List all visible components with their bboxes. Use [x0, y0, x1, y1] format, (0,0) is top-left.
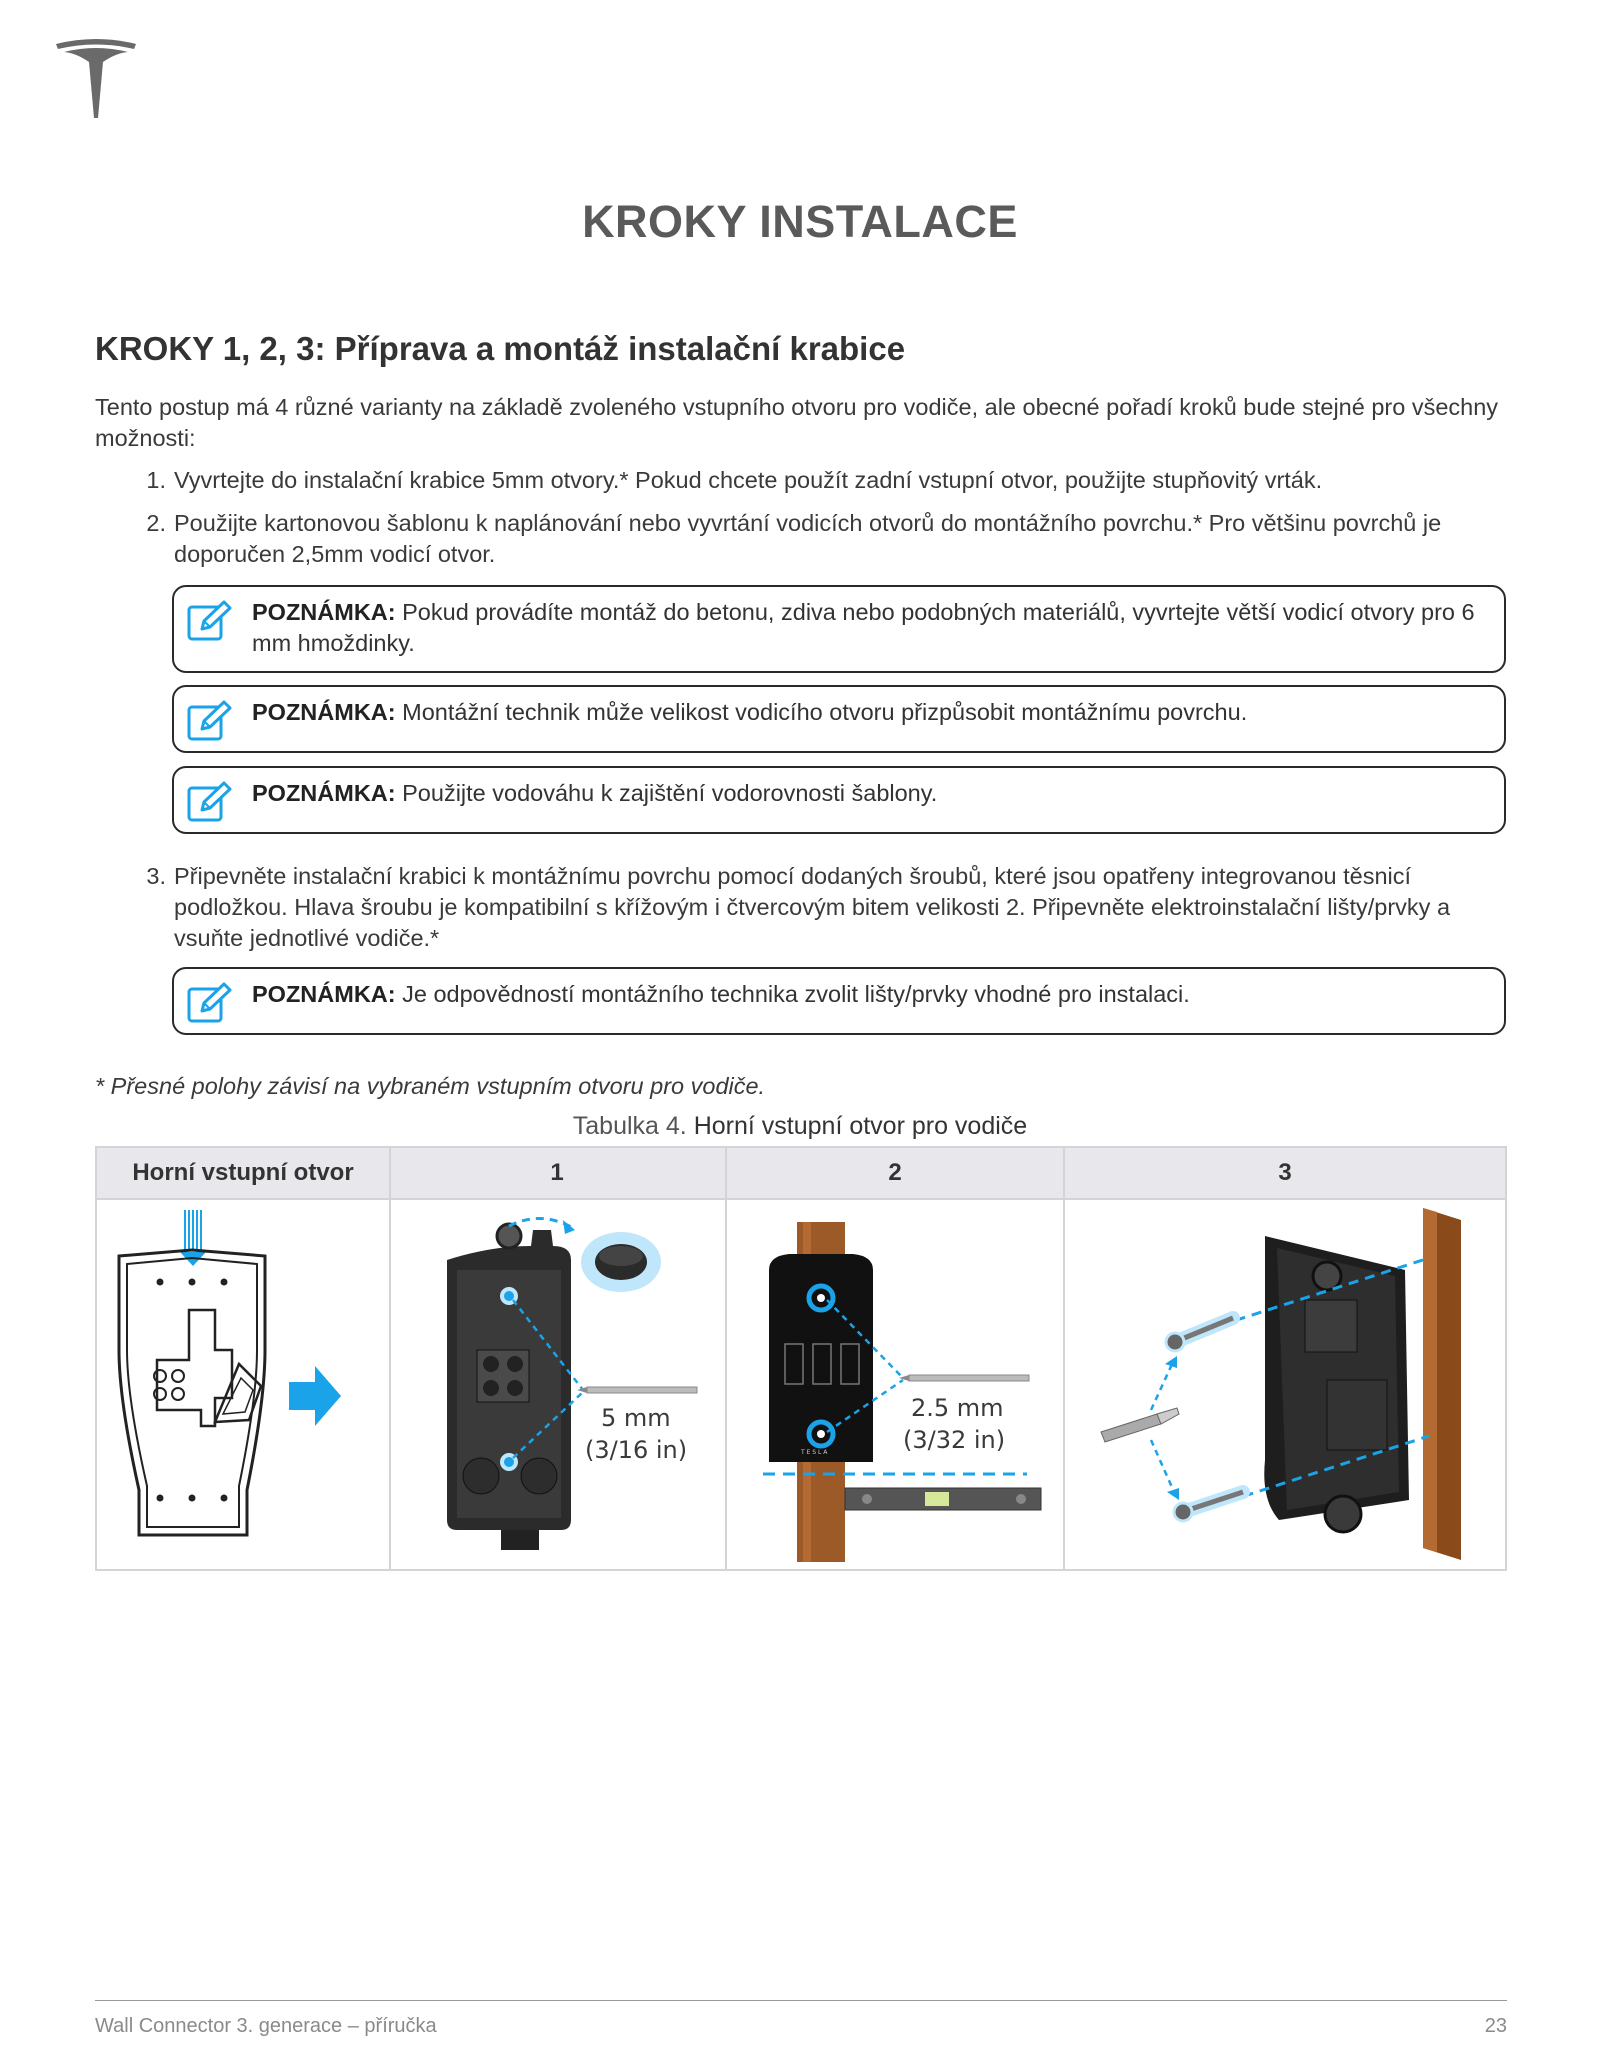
template-level-diagram	[727, 1200, 1063, 1569]
screwdriver-bit-icon	[1101, 1408, 1179, 1442]
table-header-cell: 2	[888, 1159, 902, 1186]
table-header-row	[97, 1148, 1505, 1200]
section-heading: KROKY 1, 2, 3: Příprava a montáž instalační krabice	[95, 330, 906, 367]
note-label: POZNÁMKA:	[252, 599, 396, 625]
wire-entry-lines-icon	[185, 1210, 201, 1250]
tesla-logo	[54, 36, 138, 120]
note-pencil-icon	[186, 981, 234, 1025]
note-label: POZNÁMKA:	[252, 981, 396, 1007]
spirit-level-icon	[845, 1488, 1041, 1510]
table-caption	[0, 1112, 1600, 1141]
dimension-label: (3/32 in)	[903, 1426, 1006, 1454]
note-text	[252, 597, 1492, 659]
drill-bit-icon	[577, 1387, 697, 1393]
footer-document-title: Wall Connector 3. generace – příručka	[95, 2015, 437, 2037]
footnote: * Přesné polohy závisí na vybraném vstupním otvoru pro vodiče.	[95, 1073, 766, 1099]
table-header-cell: 1	[550, 1159, 564, 1186]
enclosure-outline	[119, 1250, 265, 1535]
dimension-label: 5 mm	[601, 1404, 671, 1432]
note-label: POZNÁMKA:	[252, 780, 396, 806]
step-text: Vyvrtejte do instalační krabice 5mm otvory.* Pokud chcete použít zadní vstupní otvor, použijte stupňovitý vrták.	[174, 467, 1323, 493]
template-brand: T E S L A	[801, 1449, 828, 1456]
step-text: Použijte kartonovou šablonu k naplánování nebo vyvrtání vodicích otvorů do montážního povrchu.* Pro většinu povrchů je doporučen 2,5mm vodicí otvor.	[174, 510, 1442, 567]
note-body: Je odpovědností montážního technika zvolit lišty/prvky vhodné pro instalaci.	[402, 981, 1190, 1007]
grommet-plug-icon	[581, 1232, 661, 1292]
note-box	[172, 766, 1506, 834]
figure-table	[95, 1146, 1507, 1571]
note-text	[252, 979, 1492, 1010]
drill-holes-diagram	[391, 1200, 725, 1569]
note-body: Pokud provádíte montáž do betonu, zdiva nebo podobných materiálů, vyvrtejte větší vodicí otvory pro 6 mm hmoždinky.	[252, 599, 1475, 656]
table-header-cell: Horní vstupní otvor	[132, 1159, 354, 1186]
table-header-cell: 3	[1278, 1159, 1292, 1186]
note-box	[172, 585, 1506, 673]
table-caption-label: Tabulka 4.	[572, 1112, 687, 1140]
step-text: Připevněte instalační krabici k montážnímu povrchu pomocí dodaných šroubů, které jsou opatřeny integrovanou těsnicí podložkou. Hlava šroubu je kompatibilní s křížovým i čtvercovým bitem velikosti 2. Připevněte elektroinstalační lišty/prvky a vsuňte jednotlivé vodiče.*	[174, 863, 1451, 951]
screw-top-icon	[1166, 1318, 1233, 1351]
note-box	[172, 967, 1506, 1035]
note-body: Použijte vodováhu k zajištění vodorovnosti šablony.	[402, 780, 938, 806]
step-number: 2.	[146, 510, 166, 536]
note-pencil-icon	[186, 699, 234, 743]
dimension-label: 2.5 mm	[911, 1394, 1004, 1422]
page-title: KROKY INSTALACE	[582, 196, 1018, 247]
step-number: 1.	[146, 467, 166, 493]
note-body: Montážní technik může velikost vodicího otvoru přizpůsobit montážnímu povrchu.	[402, 699, 1248, 725]
note-label: POZNÁMKA:	[252, 699, 396, 725]
note-pencil-icon	[186, 780, 234, 824]
next-arrow-icon	[289, 1366, 341, 1426]
top-entry-outline-diagram	[97, 1200, 389, 1569]
screw-bottom-icon	[1174, 1492, 1243, 1521]
drill-bit-icon	[899, 1375, 1029, 1381]
page-number: 23	[1484, 2015, 1507, 2037]
table-caption-text: Horní vstupní otvor pro vodiče	[693, 1112, 1028, 1140]
intro-paragraph: Tento postup má 4 různé varianty na základě zvoleného vstupního otvoru pro vodiče, ale obecné pořadí kroků bude stejné pro všechny možnosti:	[95, 394, 1499, 451]
mounting-screws-diagram	[1065, 1200, 1505, 1569]
note-text	[252, 697, 1492, 728]
step-number: 3.	[146, 863, 166, 889]
note-box	[172, 685, 1506, 753]
footer-divider	[95, 2000, 1507, 2001]
note-text	[252, 778, 1492, 809]
dimension-label: (3/16 in)	[585, 1436, 688, 1464]
note-pencil-icon	[186, 599, 234, 643]
